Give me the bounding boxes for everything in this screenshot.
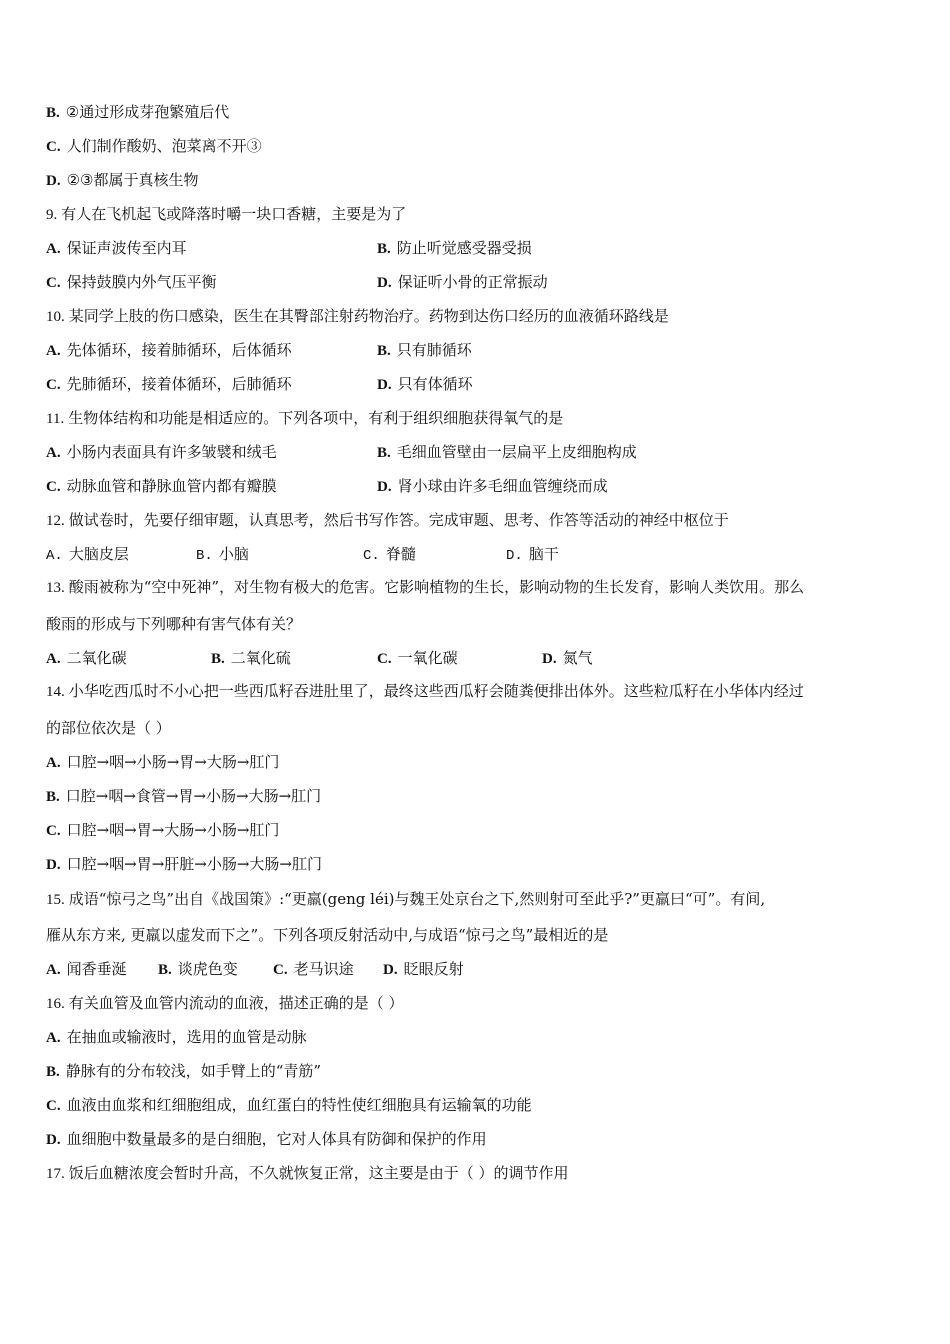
q15-options-row <box>46 959 906 979</box>
q10-options-row1 <box>46 340 906 360</box>
q10-stem <box>46 306 669 326</box>
q14-stem-line2 <box>46 718 171 738</box>
q15-stem-line2 <box>46 925 608 945</box>
q15-option-d: D. 眨眼反射 <box>383 960 464 978</box>
q11-options-row2 <box>46 476 906 496</box>
q12-option-b: B. 小脑 <box>196 545 249 564</box>
q9-option-a: A. 保证声波传至内耳 <box>46 239 187 257</box>
question-stem-cont: 雁从东方来, 更羸以虚发而下之”。下列各项反射活动中,与成语“惊弓之鸟”最相近的是 <box>46 926 609 944</box>
q14-stem-line1 <box>46 681 804 701</box>
question-stem: 酸雨被称为“空中死神”，对生物有极大的危害。它影响植物的生长，影响动物的生长发育，影响人类饮用。那么 <box>68 578 805 596</box>
q11-option-c: C. 动脉血管和静脉血管内都有瓣膜 <box>46 477 277 495</box>
q13-stem-line1 <box>46 577 804 597</box>
q10-option-b: B. 只有肺循环 <box>377 341 472 359</box>
q13-option-a: A. 二氧化碳 <box>46 649 127 667</box>
question-number: 14. <box>46 684 65 700</box>
question-number: 13. <box>46 580 65 596</box>
q9-option-d: D. 保证听小骨的正常振动 <box>377 273 548 291</box>
option-text: ②③都属于真核生物 <box>66 171 199 189</box>
q13-stem-line2 <box>46 614 301 634</box>
option-text: 人们制作酸奶、泡菜离不开③ <box>66 137 262 155</box>
option-label: B. <box>46 105 60 121</box>
q9-options-row2 <box>46 272 906 292</box>
q15-stem-line1 <box>46 889 765 909</box>
q16-option-b: B. 静脉有的分布较浅，如手臂上的“青筋” <box>46 1062 322 1080</box>
q11-option-a: A. 小肠内表面具有许多皱襞和绒毛 <box>46 443 277 461</box>
q8-option-c <box>46 136 262 156</box>
question-number: 10. <box>46 309 65 325</box>
question-stem-cont: 酸雨的形成与下列哪种有害气体有关？ <box>46 615 302 633</box>
q9-option-b: B. 防止听觉感受器受损 <box>377 239 532 257</box>
q13-option-d: D. 氮气 <box>542 649 593 667</box>
option-label: D. <box>46 173 61 189</box>
q11-option-b: B. 毛细血管壁由一层扁平上皮细胞构成 <box>377 443 637 461</box>
question-number: 17. <box>46 1166 65 1182</box>
q13-option-c: C. 一氧化碳 <box>377 649 458 667</box>
q15-option-c: C. 老马识途 <box>273 960 354 978</box>
q16-option-c: C. 血液由血浆和红细胞组成，血红蛋白的特性使红细胞具有运输氧的功能 <box>46 1096 532 1114</box>
q10-option-c: C. 先肺循环，接着体循环，后肺循环 <box>46 375 292 393</box>
option-label: C. <box>46 139 61 155</box>
question-number: 15. <box>46 892 65 908</box>
question-stem: 有人在飞机起飞或降落时嚼一块口香糖，主要是为了 <box>61 205 407 223</box>
q8-option-d <box>46 170 199 190</box>
q14-option-d: D. 口腔→咽→胃→肝脏→小肠→大肠→肛门 <box>46 855 323 873</box>
q14-option-c: C. 口腔→咽→胃→大肠→小肠→肛门 <box>46 821 280 839</box>
question-stem: 成语“惊弓之鸟”出自《战国策》:“更羸(geng léi)与魏王处京台之下,然则射可至此乎?”更羸曰“可”。有间, <box>68 890 766 908</box>
q9-option-c: C. 保持鼓膜内外气压平衡 <box>46 273 217 291</box>
question-number: 11. <box>46 411 65 427</box>
q10-option-d: D. 只有体循环 <box>377 375 473 393</box>
q14-option-a: A. 口腔→咽→小肠→胃→大肠→肛门 <box>46 753 280 771</box>
q13-option-b: B. 二氧化硫 <box>211 649 291 667</box>
q17-stem <box>46 1163 569 1183</box>
q12-option-d: D. 脑干 <box>506 545 559 564</box>
option-text: ②通过形成芽孢繁殖后代 <box>65 103 230 121</box>
q14-option-b: B. 口腔→咽→食管→胃→小肠→大肠→肛门 <box>46 787 322 805</box>
question-stem-cont: 的部位依次是（ ） <box>46 719 171 737</box>
question-stem: 小华吃西瓜时不小心把一些西瓜籽吞进肚里了，最终这些西瓜籽会随粪便排出体外。这些粒瓜籽在小华体内经过 <box>68 682 804 700</box>
q11-option-d: D. 肾小球由许多毛细血管缠绕而成 <box>377 477 608 495</box>
q12-stem <box>46 510 729 530</box>
question-number: 16. <box>46 996 65 1012</box>
q15-option-b: B. 谈虎色变 <box>158 960 238 978</box>
question-stem: 做试卷时，先要仔细审题，认真思考，然后书写作答。完成审题、思考、作答等活动的神经中枢位于 <box>68 511 729 529</box>
q16-stem <box>46 993 404 1013</box>
q13-options-row <box>46 648 906 668</box>
question-stem: 有关血管及血管内流动的血液，描述正确的是（ ） <box>68 994 404 1012</box>
question-number: 9. <box>46 207 58 223</box>
q10-option-a: A. 先体循环，接着肺循环，后体循环 <box>46 341 292 359</box>
q9-stem <box>46 204 406 224</box>
q11-options-row1 <box>46 442 906 462</box>
question-stem: 某同学上肢的伤口感染，医生在其臀部注射药物治疗。药物到达伤口经历的血液循环路线是 <box>68 307 669 325</box>
q8-option-b <box>46 102 229 122</box>
q12-option-c: C. 脊髓 <box>363 545 416 564</box>
q12-option-a: A. 大脑皮层 <box>46 545 129 564</box>
q9-options-row1 <box>46 238 906 258</box>
question-number: 12. <box>46 513 65 529</box>
q10-options-row2 <box>46 374 906 394</box>
q11-stem <box>46 408 563 428</box>
question-stem: 生物体结构和功能是相适应的。下列各项中，有利于组织细胞获得氧气的是 <box>68 409 564 427</box>
q12-options-row <box>46 544 906 564</box>
question-stem: 饭后血糖浓度会暂时升高，不久就恢复正常，这主要是由于（ ）的调节作用 <box>68 1164 569 1182</box>
q16-option-a: A. 在抽血或输液时，选用的血管是动脉 <box>46 1028 307 1046</box>
q15-option-a: A. 闻香垂涎 <box>46 960 127 978</box>
q16-option-d: D. 血细胞中数量最多的是白细胞，它对人体具有防御和保护的作用 <box>46 1130 487 1148</box>
